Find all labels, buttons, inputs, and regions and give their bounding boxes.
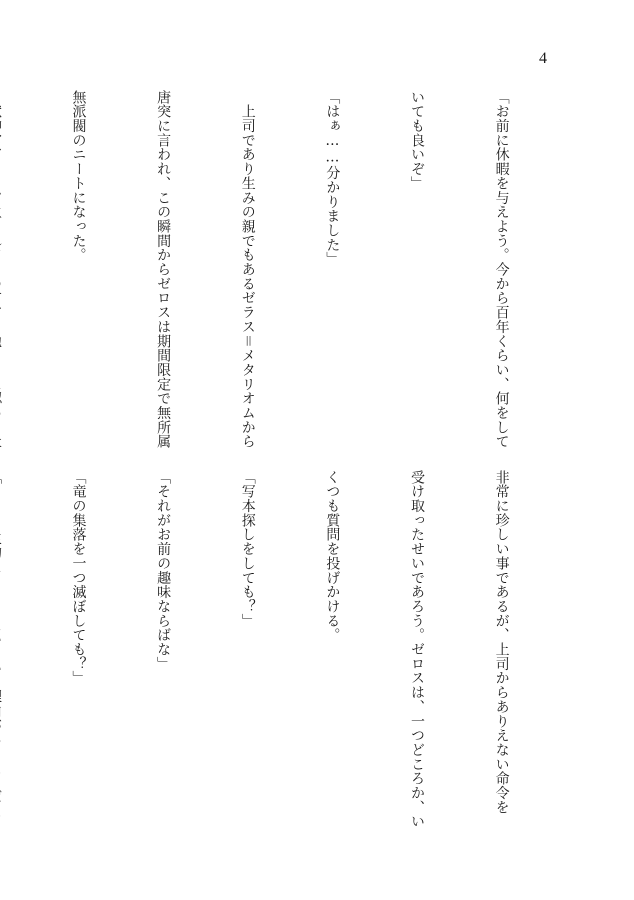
page-number: 4 [539,50,547,67]
text-line: 「はぁ……分かりました」 [324,90,341,267]
text-line [0,90,8,430]
text-line: 受け取ったせいであろう。ゼロスは、一つどころか、い [408,470,425,829]
text-line: 非常に珍しい事であるが、上司からありえない命令を [493,470,510,815]
text-line: 唐突に言われ、この瞬間からゼロスは期間限定で無所属 [155,90,172,449]
text-line: 「写本探しをしても？」 [239,470,256,628]
text-line: 「それがお前の趣味ならばな」 [155,470,172,671]
text-line: 無派閥のニートになった。 [70,90,87,263]
text-line: いても良いぞ」 [408,90,425,191]
text-line [0,470,8,835]
text-line: 「竜の集落を一つ滅ぼしても？」 [70,470,87,686]
text-block-lower [62,470,572,835]
text-block-upper [62,90,572,449]
text-line: 「お前に休暇を与えよう。今から百年くらい、何をして [493,90,510,449]
text-line: くつも質問を投げかける。 [324,470,341,643]
text-line: 上司であり生みの親でもあるゼラス＝メタリオムから [239,90,256,449]
